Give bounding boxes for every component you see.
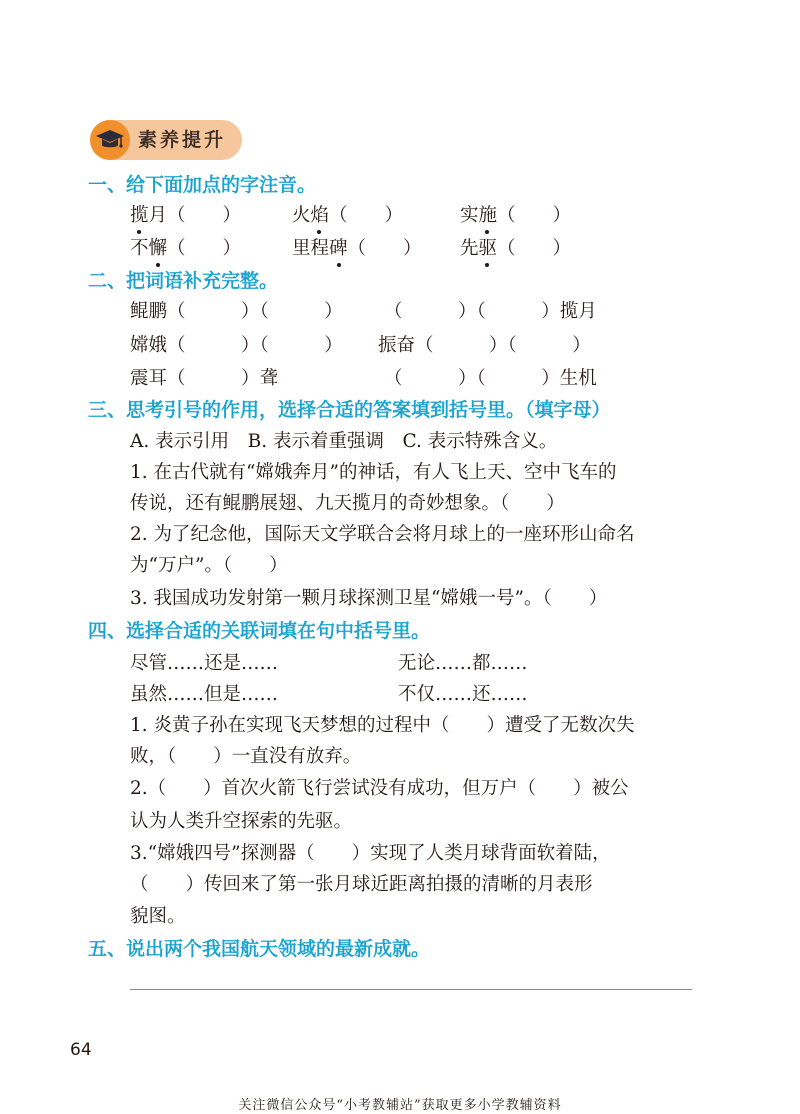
emphasis-dot	[485, 230, 489, 234]
graduation-cap-icon	[90, 120, 130, 160]
answer-line	[130, 989, 692, 990]
q4-item2-line2: 认为人类升空探索的先驱。	[130, 811, 353, 832]
emphasis-dot	[137, 230, 141, 234]
q3-heading: 三、思考引号的作用，选择合适的答案填到括号里。（填字母）	[88, 399, 611, 421]
q1-word-xianqu: 先驱（ ）	[460, 238, 572, 259]
emphasis-dot	[337, 263, 341, 267]
q2-item-zhenfen: 振奋（ ）（ ）	[378, 335, 591, 356]
q4-pair3: 虽然……但是……	[130, 684, 279, 705]
q4-item1-line2: 败，（ ）一直没有放弃。	[130, 746, 362, 767]
q1-word-huoyan: 火焰（ ）	[292, 205, 404, 226]
q3-item3: 3. 我国成功发射第一颗月球探测卫星“嫦娥一号”。（ ）	[130, 588, 608, 609]
q3-item2-line2: 为“万户”。（ ）	[130, 555, 288, 576]
footer-watermark: 关注微信公众号“小考教辅站”获取更多小学教辅资料	[238, 1098, 562, 1113]
q4-item1-line1: 1. 炎黄子孙在实现飞天梦想的过程中（ ）遭受了无数次失	[130, 715, 635, 736]
page-number: 64	[70, 1040, 92, 1060]
section-title: 素养提升	[138, 129, 227, 151]
emphasis-dot	[485, 263, 489, 267]
q1-word-lanyue: 揽月（ ）	[130, 205, 242, 226]
q1-word-buxie: 不懈（ ）	[130, 238, 242, 259]
q4-pair4: 不仅……还……	[398, 684, 528, 705]
q4-item3-line2: （ ）传回来了第一张月球近距离拍摄的清晰的月表形	[130, 874, 593, 895]
q1-word-lichengbei: 里程碑（ ）	[292, 238, 422, 259]
q4-pair2: 无论……都……	[398, 653, 528, 674]
section-badge	[90, 120, 242, 160]
badge-icon-circle	[90, 120, 130, 160]
emphasis-dot	[317, 230, 321, 234]
q1-heading: 一、给下面加点的字注音。	[88, 174, 317, 196]
q3-item1-line1: 1. 在古代就有“嫦娥奔月”的神话，有人飞上天、空中飞车的	[130, 462, 617, 483]
q3-item1-line2: 传说，还有鲲鹏展翅、九天揽月的奇妙想象。（ ）	[130, 493, 565, 514]
q1-word-shishi: 实施（ ）	[460, 205, 572, 226]
q4-item2-line1: 2.（ ）首次火箭飞行尝试没有成功，但万户（ ）被公	[130, 778, 629, 799]
q2-item-kunpeng: 鲲鹏（ ）（ ）	[130, 301, 343, 322]
q4-pair1: 尽管……还是……	[130, 653, 279, 674]
emphasis-dot	[156, 263, 160, 267]
q4-item3-line3: 貌图。	[130, 906, 186, 927]
q2-item-zhener: 震耳（ ）聋	[130, 368, 279, 389]
q2-item-lanyue: （ ）（ ）揽月	[384, 301, 597, 322]
q4-heading: 四、选择合适的关联词填在句中括号里。	[88, 620, 431, 642]
q3-item2-line1: 2. 为了纪念他，国际天文学联合会将月球上的一座环形山命名	[130, 524, 635, 545]
q2-heading: 二、把词语补充完整。	[88, 270, 279, 292]
q3-options: A. 表示引用 B. 表示着重强调 C. 表示特殊含义。	[130, 431, 558, 452]
q4-item3-line1: 3.“嫦娥四号”探测器（ ）实现了人类月球背面软着陆，	[130, 843, 611, 864]
q2-item-shengji: （ ）（ ）生机	[384, 368, 597, 389]
q5-heading: 五、说出两个我国航天领域的最新成就。	[88, 938, 431, 960]
q2-item-change: 嫦娥（ ）（ ）	[130, 335, 343, 356]
